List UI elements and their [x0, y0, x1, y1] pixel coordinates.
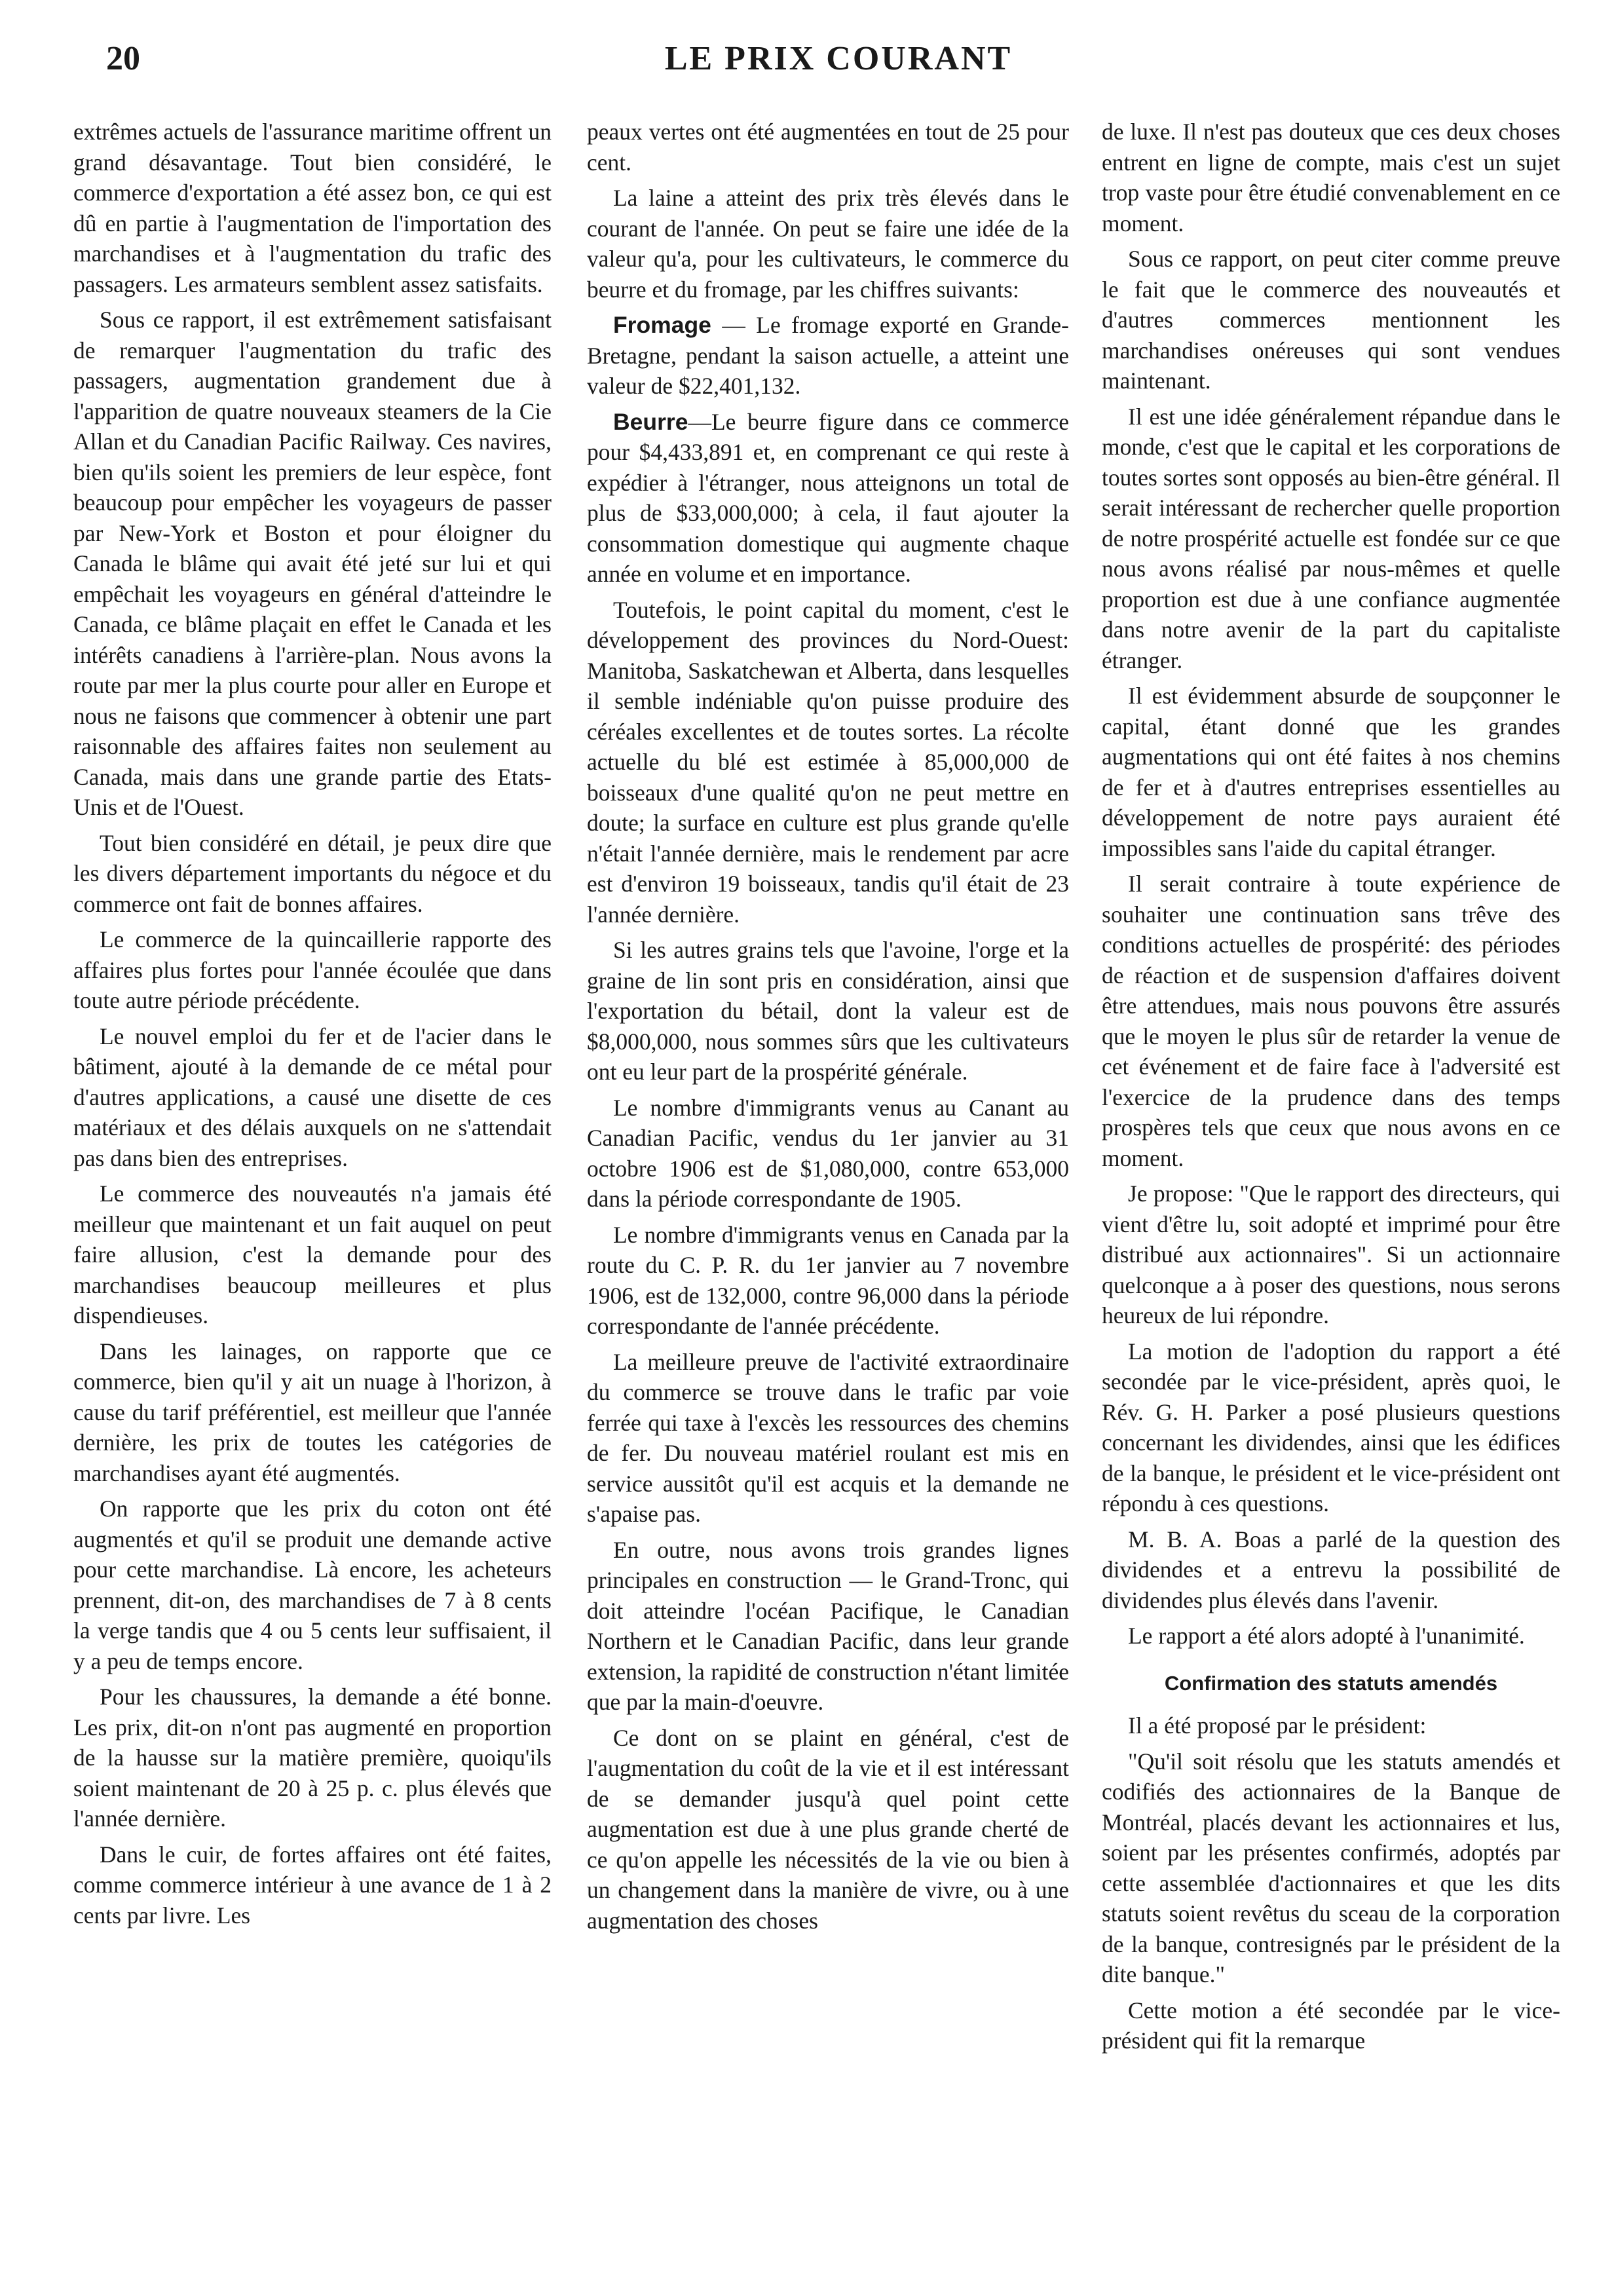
paragraph	[73, 924, 552, 1016]
paragraph-lead: Beurre	[613, 408, 688, 435]
paragraph-text: La meilleure preuve de l'activité extraordinaire du commerce se trouve dans le trafic par voie ferrée qui taxe à l'excès les ressources des chemins de fer. Du nouveau matériel roulant est mis en service aussitôt qu'il est acquis et la demande ne s'apaise pas.	[587, 1348, 1069, 1527]
paragraph	[1102, 1746, 1560, 1990]
paragraph	[1102, 244, 1560, 396]
paragraph	[73, 1021, 552, 1174]
text-column-3	[1102, 117, 1560, 2278]
paragraph	[587, 595, 1069, 930]
paragraph	[587, 1535, 1069, 1718]
paragraph	[73, 1178, 552, 1331]
paragraph-text: M. B. A. Boas a parlé de la question des dividendes et a entrevu la possibilité de dividendes plus élevés dans l'avenir.	[1102, 1526, 1560, 1613]
paragraph	[587, 1093, 1069, 1214]
paragraph	[1102, 1995, 1560, 2056]
paragraph-text: Il est évidemment absurde de soupçonner le capital, étant donné que les grandes augmentations qui ont été faites à nos chemins de fer et à d'autres entreprises essentielles au développement de notre pays auraient été impossibles sans l'aide du capital étranger.	[1102, 683, 1560, 861]
paragraph-lead: Fromage	[613, 312, 711, 338]
paragraph	[73, 828, 552, 920]
paragraph-text: Il est une idée généralement répandue dans le monde, c'est que le capital et les corporations de toutes sortes sont opposés au bien-être général. Il serait intéressant de rechercher quelle proportion de notre prospérité actuelle est fondée sur ce que nous avons réalisé par nous-mêmes et quelle proportion est due à une confiance augmentée dans notre avenir de la part du capitaliste étranger.	[1102, 403, 1560, 673]
paragraph-text: Ce dont on se plaint en général, c'est de l'augmentation du coût de la vie et il est intéressant de se demander jusqu'à quel point cette augmentation est due à une plus grande cherté de ce qu'on appelle les nécessités de la vie ou bien à un changement dans la manière de vivre, ou à une augmentation des choses	[587, 1724, 1069, 1934]
paragraph	[1102, 681, 1560, 863]
paragraph-text: extrêmes actuels de l'assurance maritime offrent un grand désavantage. Tout bien considéré, le commerce d'exportation a été assez bon, ce qui est dû en partie à l'augmentation de l'importation des marchandises et à l'augmentation du trafic des passagers. Les armateurs semblent assez satisfaits.	[73, 119, 552, 297]
paragraph-text: Dans les lainages, on rapporte que ce commerce, bien qu'il y ait un nuage à l'horizon, à cause du tarif préférentiel, est meilleur que l'année dernière, les prix de toutes les catégories de marchandises ayant été augmentés.	[73, 1338, 552, 1486]
paragraph	[1102, 1621, 1560, 1651]
paragraph	[73, 117, 552, 299]
paragraph-text: On rapporte que les prix du coton ont été augmentés et qu'il se produit une demande active pour cette marchandise. Là encore, les acheteurs prennent, dit-on, des marchandises de 7 à 8 cents la verge tandis que 4 ou 5 cents leur suffisaient, il y a peu de temps encore.	[73, 1496, 552, 1674]
paragraph-text: La motion de l'adoption du rapport a été secondée par le vice-président, après quoi, le Rév. G. H. Parker a posé plusieurs questions concernant les dividendes, ainsi que les édifices de la banque, le président et le vice-président ont répondu à ces questions.	[1102, 1338, 1560, 1516]
paragraph-text: Le commerce des nouveautés n'a jamais été meilleur que maintenant et un fait auquel on peut faire allusion, c'est la demande pour des marchandises beaucoup meilleures et plus dispendieuses.	[73, 1180, 552, 1328]
paragraph	[1102, 1710, 1560, 1741]
paragraph	[587, 117, 1069, 178]
paragraph-text: En outre, nous avons trois grandes lignes principales en construction — le Grand-Tronc, qui doit atteindre l'océan Pacifique, le Canadian Northern et le Canadian Pacific, dans leur grande extension, la rapidité de construction n'étant limitée que par la main-d'oeuvre.	[587, 1536, 1069, 1715]
paragraph	[587, 310, 1069, 402]
paragraph	[587, 407, 1069, 590]
paragraph	[73, 1494, 552, 1676]
paragraph-text: Toutefois, le point capital du moment, c'est le développement des provinces du Nord-Ouest: Manitoba, Saskatchewan et Alberta, dans lesquelles il semble indéniable qu'on puisse produire des céréales excellentes et de toutes sortes. La récolte actuelle du blé est estimée à 85,000,000 de boisseaux d'une qualité qu'on ne peut mettre en doute; la surface en culture est plus grande qu'elle n'était l'année dernière, mais le rendement par acre est d'environ 19 boisseaux, tandis qu'il était de 23 l'année dernière.	[587, 596, 1069, 928]
paragraph-text: Sous ce rapport, on peut citer comme preuve le fait que le commerce des nouveautés et d'autres commerces mentionnent les marchandises onéreuses qui sont vendues maintenant.	[1102, 246, 1560, 394]
paragraph-text: Le nombre d'immigrants venus au Canant au Canadian Pacific, vendus du 1er janvier au 31 octobre 1906 est de $1,080,000, contre 653,000 dans la période correspondante de 1905.	[587, 1094, 1069, 1212]
page-header	[66, 39, 1614, 98]
paragraph-text: Si les autres grains tels que l'avoine, l'orge et la graine de lin sont pris en considération, ainsi que l'exportation du bétail, dont la valeur est de $8,000,000, nous sommes sûrs que les cultivateurs ont eu leur part de la prospérité générale.	[587, 937, 1069, 1085]
paragraph	[587, 1347, 1069, 1530]
paragraph-text: Pour les chaussures, la demande a été bonne. Les prix, dit-on n'ont pas augmenté en proportion de la hausse sur la matière première, quoiqu'ils soient maintenant de 20 à 25 p. c. plus élevés que l'année dernière.	[73, 1684, 552, 1832]
paragraph-text: —Le beurre figure dans ce commerce pour $4,433,891 et, en comprenant ce qui reste à expédier à l'étranger, nous atteignons un total de plus de $33,000,000; à cela, il faut ajouter la consommation domestique qui augmente chaque année en volume et en importance.	[587, 408, 1069, 587]
paragraph-text: Il serait contraire à toute expérience de souhaiter une continuation sans trêve des conditions actuelles de prospérité: des périodes de réaction et de suspension d'affaires doivent être attendues, mais nous pouvons être assurés que le moyen le plus sûr de retarder la venue de cet événement et de faire face à l'adversité est l'exercice de la prudence dans des temps prospères tels que ceux que nous avons en ce moment.	[1102, 871, 1560, 1171]
paragraph	[73, 1336, 552, 1489]
section-heading: Confirmation des statuts amendés	[1164, 1671, 1498, 1695]
paragraph	[1102, 117, 1560, 238]
paragraph	[73, 1682, 552, 1834]
paragraph	[1102, 402, 1560, 676]
paragraph	[73, 1839, 552, 1931]
paragraph-text: peaux vertes ont été augmentées en tout de 25 pour cent.	[587, 119, 1069, 176]
paragraph-text: Je propose: "Que le rapport des directeurs, qui vient d'être lu, soit adopté et imprimé pour être distribué aux actionnaires". Si un actionnaire quelconque a à poser des questions, nous serons heureux de lui répondre.	[1102, 1180, 1560, 1328]
paragraph-text: La laine a atteint des prix très élevés dans le courant de l'année. On peut se faire une idée de la valeur qu'a, pour les cultivateurs, le commerce du beurre et du fromage, par les chiffres suivants:	[587, 185, 1069, 303]
paragraph-text: de luxe. Il n'est pas douteux que ces deux choses entrent en ligne de compte, mais c'est un sujet trop vaste pour être étudié convenablement en ce moment.	[1102, 119, 1560, 236]
paragraph-text: Sous ce rapport, il est extrêmement satisfaisant de remarquer l'augmentation du trafic des passagers, augmentation grandement due à l'apparition de quatre nouveaux steamers de la Cie Allan et du Canadian Pacific Railway. Ces navires, bien qu'ils soient les premiers de leur espèce, font beaucoup pour empêcher les voyageurs de passer par New-York et Boston et pour éloigner du Canada le blâme qui avait été jeté sur lui et qui empêchait les voyageurs en général d'atteindre le Canada, ce blâme plaçait en effet le Canada et les intérêts canadiens à l'arrière-plan. Nous avons la route par mer la plus courte pour aller en Europe et nous ne faisons que commencer à obtenir une part raisonnable des affaires faites non seulement au Canada, mais dans une grande partie des Etats-Unis et de l'Ouest.	[73, 307, 552, 820]
text-column-2	[587, 117, 1069, 2278]
paragraph-text: Le commerce de la quincaillerie rapporte des affaires plus fortes pour l'année écoulée que dans toute autre période précédente.	[73, 926, 552, 1013]
paragraph-text: Le nouvel emploi du fer et de l'acier dans le bâtiment, ajouté à la demande de ce métal pour d'autres applications, a causé une disette de ces matériaux et des délais auxquels on ne s'attendait pas dans bien des entreprises.	[73, 1023, 552, 1171]
paragraph-text: Dans le cuir, de fortes affaires ont été faites, comme commerce intérieur à une avance de 1 à 2 cents par livre. Les	[73, 1841, 552, 1929]
paragraph	[587, 183, 1069, 305]
paragraph-text: Cette motion a été secondée par le vice-président qui fit la remarque	[1102, 1997, 1560, 2054]
paragraph-text: Il a été proposé par le président:	[1128, 1712, 1427, 1739]
paragraph-text: — Le fromage exporté en Grande-Bretagne, pendant la saison actuelle, a atteint une valeur de $22,401,132.	[587, 312, 1069, 399]
paragraph	[1102, 1178, 1560, 1331]
text-column-1	[73, 117, 552, 2278]
paragraph-text: Tout bien considéré en détail, je peux dire que les divers département importants du négoce et du commerce ont fait de bonnes affaires.	[73, 829, 552, 917]
page-number: 20	[106, 40, 140, 77]
running-title: LE PRIX COURANT	[664, 40, 1013, 77]
paragraph-text: "Qu'il soit résolu que les statuts amendés et codifiés des actionnaires de la Banque de Montréal, placés devant les actionnaires et lus, soient par les présentes confirmés, adoptés par cette assemblée d'actionnaires et que les dits statuts soient revêtus du sceau de la corporation de la banque, contresignés par le président de la dite banque."	[1102, 1748, 1560, 1987]
paragraph	[73, 305, 552, 823]
paragraph-text: Le rapport a été alors adopté à l'unanimité.	[1128, 1623, 1525, 1649]
paragraph	[1102, 1524, 1560, 1616]
paragraph	[587, 1220, 1069, 1342]
paragraph	[1102, 869, 1560, 1173]
paragraph	[587, 1723, 1069, 1936]
paragraph	[1102, 1336, 1560, 1519]
paragraph	[587, 935, 1069, 1087]
paragraph-text: Le nombre d'immigrants venus en Canada par la route du C. P. R. du 1er janvier au 7 novembre 1906, est de 132,000, contre 96,000 dans la période correspondante de l'année précédente.	[587, 1221, 1069, 1339]
